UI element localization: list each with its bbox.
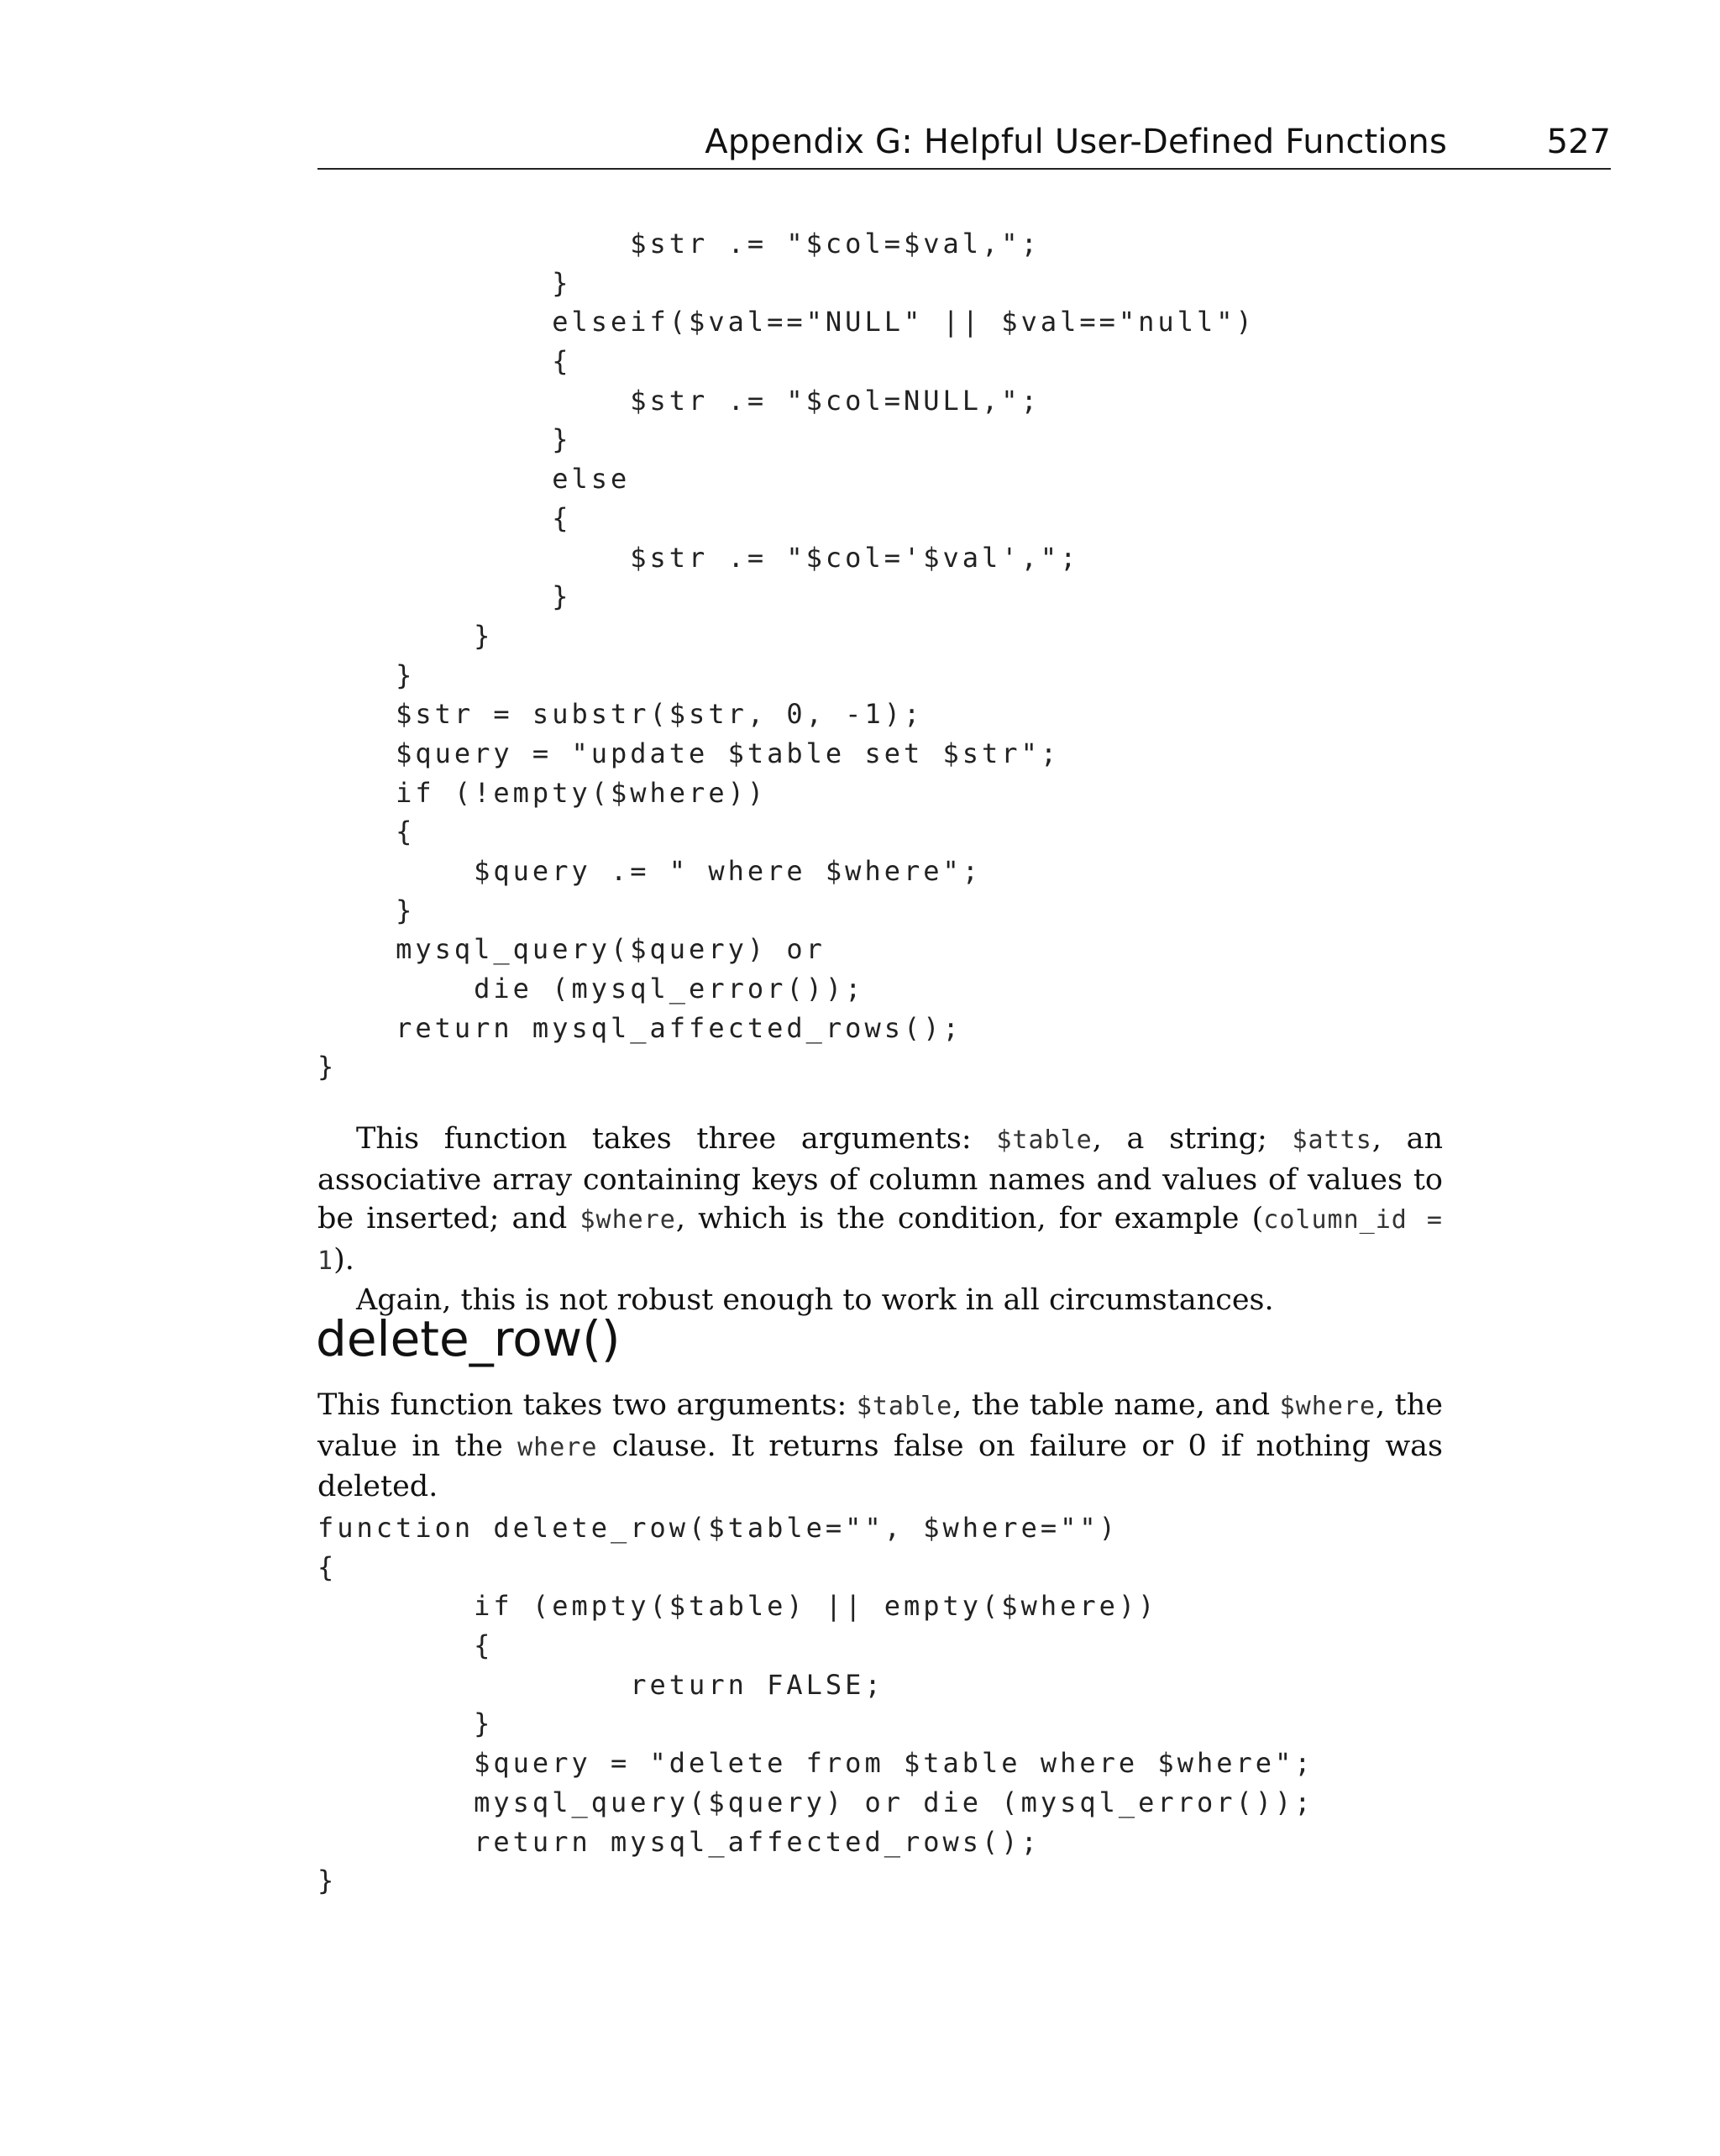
code-line: { — [317, 816, 416, 848]
code-line: } — [317, 1051, 338, 1083]
body-text-delete-row — [317, 1386, 1443, 1507]
code-line: function delete_row($table="", $where="") — [317, 1512, 1119, 1544]
code-line: $query = "update $table set $str"; — [317, 737, 1061, 769]
code-line: $str .= "$col=$val,"; — [317, 228, 1041, 260]
paragraph-text: ). — [333, 1242, 354, 1277]
paragraph-text: , a string; — [1092, 1122, 1293, 1156]
paragraph-delete-row-description — [317, 1386, 1443, 1507]
code-line: else — [317, 463, 631, 496]
paragraph-text: , which is the condition, for example ( — [675, 1202, 1264, 1235]
code-line: { — [317, 501, 572, 534]
code-line: return mysql_affected_rows(); — [317, 1011, 962, 1044]
code-line: { — [317, 1550, 338, 1583]
paragraph-text: , the value in the — [317, 1388, 1443, 1463]
code-line: { — [317, 345, 572, 378]
page-number: 527 — [1546, 123, 1611, 161]
code-line: $str .= "$col='$val',"; — [317, 541, 1080, 574]
inline-code: $where — [579, 1205, 676, 1235]
code-line: $query = "delete from $table where $where"; — [317, 1747, 1314, 1780]
code-line: } — [317, 266, 572, 299]
inline-code: where — [517, 1432, 598, 1462]
code-listing-delete-row — [317, 1508, 1314, 1901]
inline-code: $table — [996, 1125, 1093, 1155]
code-line: } — [317, 658, 416, 691]
code-line: mysql_query($query) or — [317, 933, 826, 966]
paragraph-text: , an associative array containing keys of column names and values of values to be inserted; and — [317, 1122, 1443, 1235]
code-line: if (!empty($where)) — [317, 776, 768, 809]
inline-code: column_id = 1 — [317, 1205, 1443, 1276]
code-line: } — [317, 894, 416, 926]
paragraph-text: This function takes three arguments: — [356, 1122, 997, 1156]
paragraph-robustness-note: Again, this is not robust enough to work in all circumstances. — [356, 1283, 1274, 1317]
code-line: $str = substr($str, 0, -1); — [317, 698, 924, 731]
inline-code: $atts — [1292, 1125, 1372, 1155]
paragraph-text: This function takes two arguments: — [317, 1388, 857, 1422]
running-head — [317, 118, 1611, 170]
code-line: } — [317, 423, 572, 456]
inline-code: $table — [856, 1392, 953, 1421]
paragraph-text: , the table name, and — [952, 1388, 1280, 1422]
paragraph-text: clause. It returns false on failure or 0 if nothing was deleted. — [317, 1429, 1443, 1503]
paragraph-arguments — [317, 1120, 1443, 1281]
code-line: elseif($val=="NULL" || $val=="null") — [317, 306, 1256, 338]
running-head-title: Appendix G: Helpful User-Defined Functions — [705, 123, 1447, 161]
inline-code: $where — [1279, 1392, 1377, 1421]
code-line: $query .= " where $where"; — [317, 855, 983, 887]
code-line: } — [317, 619, 494, 652]
code-line: return FALSE; — [317, 1668, 884, 1701]
code-line: mysql_query($query) or die (mysql_error()); — [317, 1786, 1314, 1818]
body-text-update-row — [317, 1120, 1443, 1320]
code-line: } — [317, 1865, 338, 1897]
code-listing-update-row-end — [317, 224, 1256, 1087]
code-line: return mysql_affected_rows(); — [317, 1825, 1041, 1858]
code-line: $str .= "$col=NULL,"; — [317, 384, 1041, 417]
code-line: } — [317, 580, 572, 613]
code-line: die (mysql_error()); — [317, 973, 865, 1005]
code-line: if (empty($table) || empty($where)) — [317, 1590, 1158, 1623]
code-line: } — [317, 1707, 494, 1740]
code-line: { — [317, 1629, 494, 1662]
section-heading-delete-row: delete_row() — [316, 1310, 621, 1367]
